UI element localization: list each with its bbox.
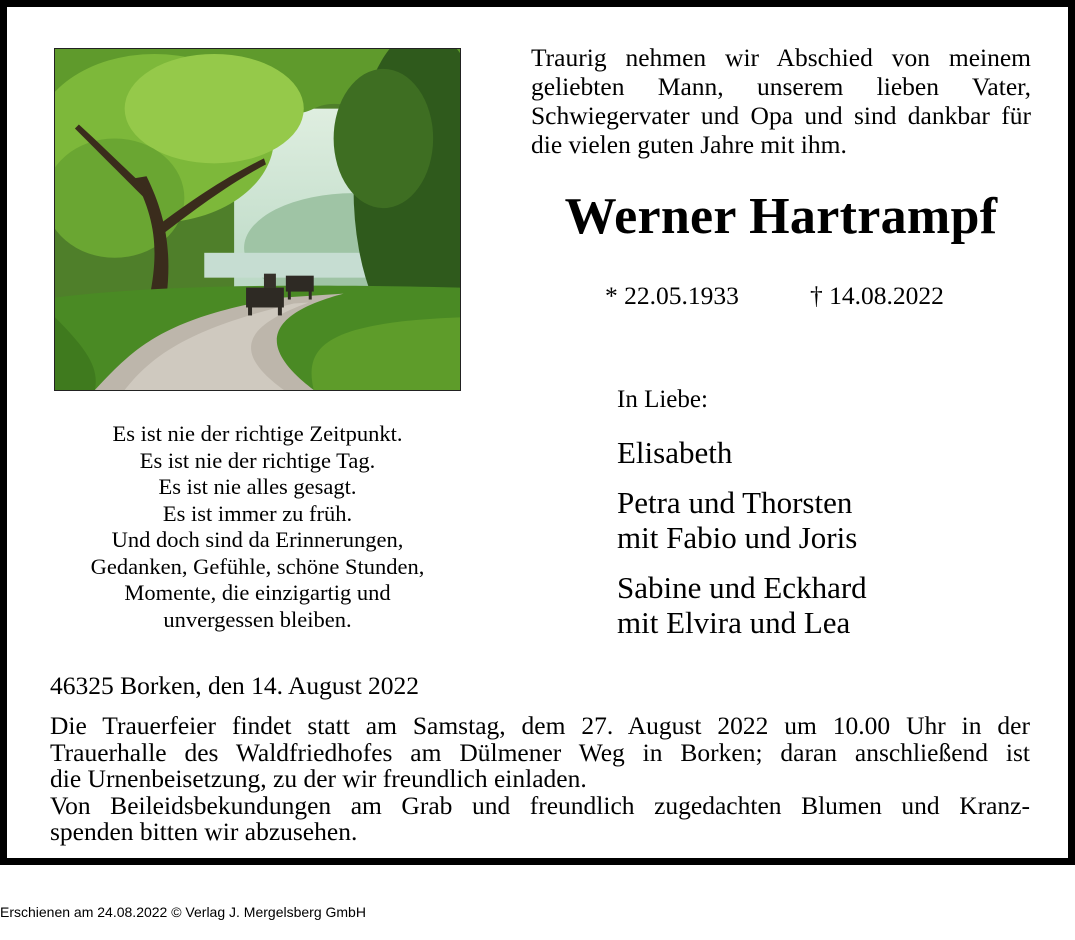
intro-text: Traurig nehmen wir Abschied von meinem geliebten Mann, unserem lieben Vater, Schwiegervater und Opa und sind dankbar für die vielen guten Jahre mit ihm. [531,43,1031,159]
mourner-line: mit Fabio und Joris [617,520,858,555]
mourner-group [617,570,867,640]
mourner-line: Elisabeth [617,435,733,470]
poem-line: Es ist immer zu früh. [162,500,353,526]
park-path-illustration [55,49,460,390]
place-date: 46325 Borken, den 14. August 2022 [50,671,420,700]
poem-line: Und doch sind da Erinnerungen, [111,527,404,552]
park-path-photo [54,48,461,391]
mourners-list [617,435,867,655]
poem-line: Es ist nie der richtige Tag. [139,447,376,473]
poem-line: Gedanken, Gefühle, schöne Stunden, [90,553,425,579]
ceremony-line: Die Trauerfeier findet statt am Samstag, dem 27. August 2022 um 10.00 Uhr in der [50,711,1030,740]
ceremony-line: Von Beileidsbekundungen am Grab und freundlich zugedachten Blumen und Kranz- [50,790,1030,820]
poem-line: Es ist nie alles gesagt. [158,474,357,499]
ceremony-line: die Urnenbeisetzung, zu der wir freundlich einladen. [50,764,587,793]
death-date: † 14.08.2022 [810,281,944,310]
ceremony-line: spenden bitten wir abzusehen. [50,817,358,846]
deceased-name: Werner Hartrampf [564,188,998,245]
mourner-line: mit Elvira und Lea [617,605,851,640]
publication-footer: Erschienen am 24.08.2022 © Verlag J. Mergelsberg GmbH [0,904,366,920]
poem-line: Momente, die einzigartig und [124,580,391,605]
mourner-group [617,485,867,555]
mourner-group [617,435,867,470]
mourner-line: Sabine und Eckhard [617,570,867,605]
mourners-heading: In Liebe: [617,386,708,413]
poem-line: unvergessen bleiben. [163,606,352,632]
ceremony-line: Trauerhalle des Waldfriedhofes am Dülmener Weg in Borken; daran anschließend ist [50,737,1030,767]
poem [54,421,461,633]
birth-date: * 22.05.1933 [605,281,739,310]
mourner-line: Petra und Thorsten [617,485,853,520]
ceremony-text [50,713,1030,846]
poem-line: Es ist nie der richtige Zeitpunkt. [112,421,403,446]
